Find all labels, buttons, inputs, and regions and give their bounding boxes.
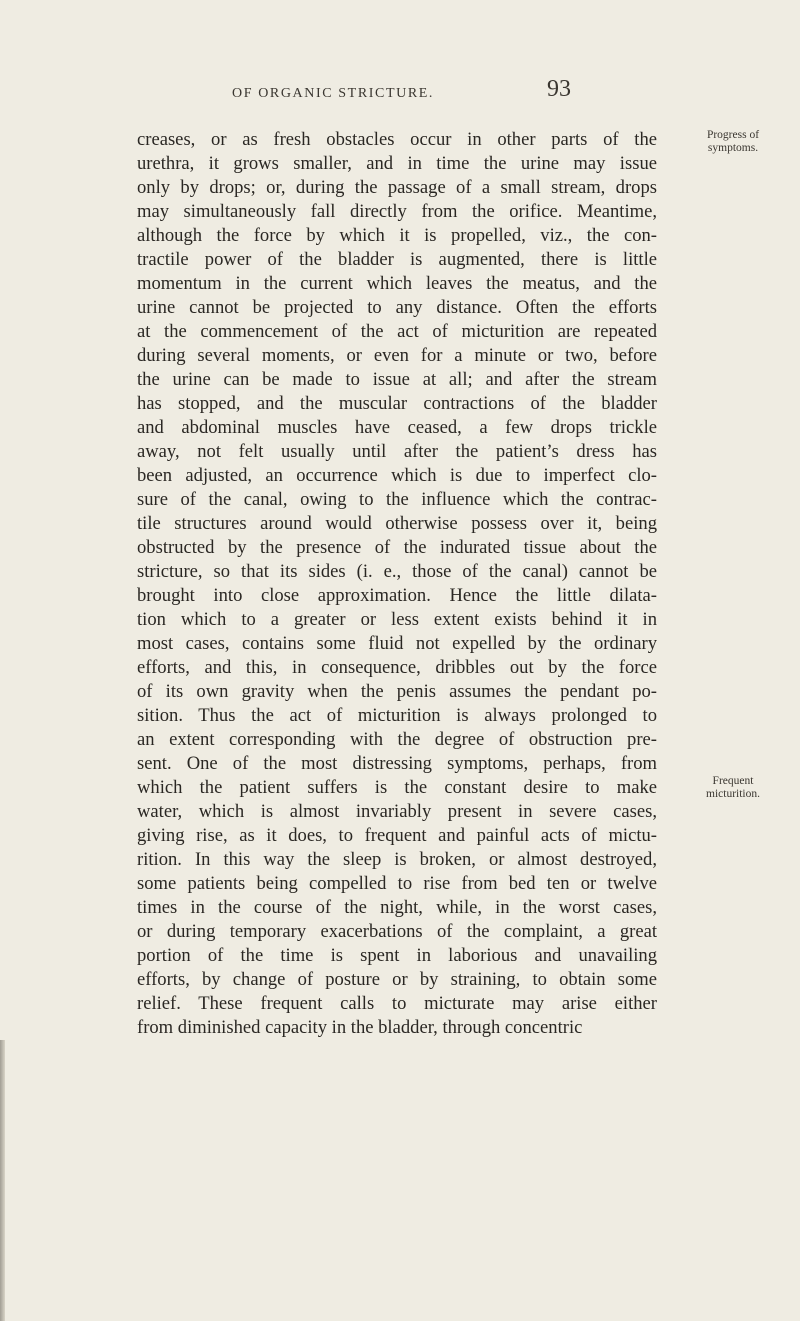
text-line: away, not felt usually until after the patient’s dress has xyxy=(137,441,657,462)
marginal-note-line: Progress of xyxy=(706,129,760,141)
text-line: tractile power of the bladder is augmented, there is little xyxy=(137,249,657,270)
text-line: rition. In this way the sleep is broken, or almost destroyed, xyxy=(137,849,657,870)
text-line: urine cannot be projected to any distance. Often the efforts xyxy=(137,297,657,318)
marginal-note-line: micturition. xyxy=(706,788,760,800)
marginal-note-progress xyxy=(666,129,800,155)
text-line: efforts, and this, in consequence, dribbles out by the force xyxy=(137,657,657,678)
page-spine-shadow xyxy=(0,1040,5,1321)
text-line: times in the course of the night, while, in the worst cases, xyxy=(137,897,657,918)
marginal-note-line: Frequent xyxy=(712,775,754,787)
text-line: the urine can be made to issue at all; and after the stream xyxy=(137,369,657,390)
text-line: relief. These frequent calls to micturate may arise either xyxy=(137,993,657,1014)
text-line: tion which to a greater or less extent exists behind it in xyxy=(137,609,657,630)
text-line: or during temporary exacerbations of the complaint, a great xyxy=(137,921,657,942)
text-line: urethra, it grows smaller, and in time the urine may issue xyxy=(137,153,657,174)
text-line: may simultaneously fall directly from the orifice. Meantime, xyxy=(137,201,657,222)
marginal-note-line: symptoms. xyxy=(707,142,759,154)
text-line: which the patient suffers is the constant desire to make xyxy=(137,777,657,798)
text-line: brought into close approximation. Hence the little dilata- xyxy=(137,585,657,606)
text-line: obstructed by the presence of the indurated tissue about the xyxy=(137,537,657,558)
body-text xyxy=(137,128,657,1040)
text-line: an extent corresponding with the degree of obstruction pre- xyxy=(137,729,657,750)
text-line: giving rise, as it does, to frequent and painful acts of mictu- xyxy=(137,825,657,846)
text-line: tile structures around would otherwise possess over it, being xyxy=(137,513,657,534)
text-line: only by drops; or, during the passage of a small stream, drops xyxy=(137,177,657,198)
text-line: creases, or as fresh obstacles occur in other parts of the xyxy=(137,129,657,150)
marginal-note-frequent xyxy=(666,775,800,801)
running-title: OF ORGANIC STRICTURE. xyxy=(232,86,435,101)
text-line: efforts, by change of posture or by straining, to obtain some xyxy=(137,969,657,990)
text-line: been adjusted, an occurrence which is due to imperfect clo- xyxy=(137,465,657,486)
text-line: has stopped, and the muscular contractions of the bladder xyxy=(137,393,657,414)
text-line: stricture, so that its sides (i. e., those of the canal) cannot be xyxy=(137,561,657,582)
page-number: 93 xyxy=(547,76,571,102)
text-line: sure of the canal, owing to the influence which the contrac- xyxy=(137,489,657,510)
text-line: water, which is almost invariably present in severe cases, xyxy=(137,801,657,822)
text-line: although the force by which it is propelled, viz., the con- xyxy=(137,225,657,246)
text-line: sent. One of the most distressing symptoms, perhaps, from xyxy=(137,753,657,774)
text-line: momentum in the current which leaves the meatus, and the xyxy=(137,273,657,294)
text-line: sition. Thus the act of micturition is always prolonged to xyxy=(137,705,657,726)
text-line: most cases, contains some fluid not expelled by the ordinary xyxy=(137,633,657,654)
text-line: portion of the time is spent in laborious and unavailing xyxy=(137,945,657,966)
text-line: some patients being compelled to rise from bed ten or twelve xyxy=(137,873,657,894)
text-line: of its own gravity when the penis assumes the pendant po- xyxy=(137,681,657,702)
text-line: and abdominal muscles have ceased, a few drops trickle xyxy=(137,417,657,438)
text-line: from diminished capacity in the bladder, through concentric xyxy=(137,1017,583,1038)
text-line: at the commencement of the act of micturition are repeated xyxy=(137,321,657,342)
text-line: during several moments, or even for a minute or two, before xyxy=(137,345,657,366)
